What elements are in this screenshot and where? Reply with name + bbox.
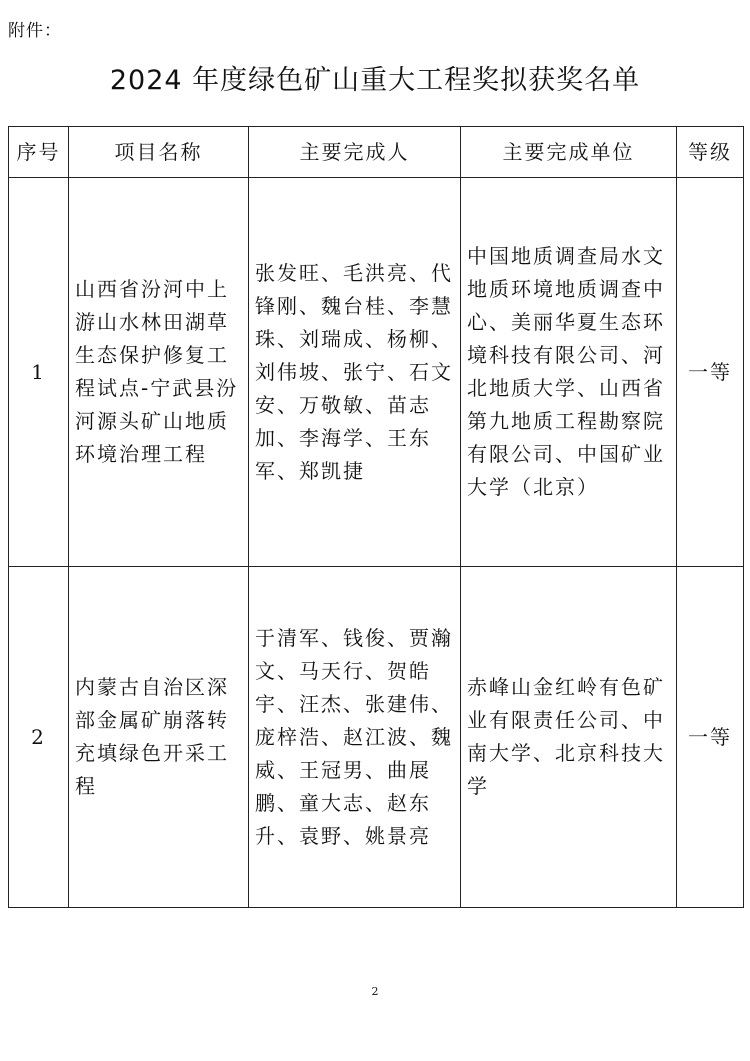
cell-persons: [249, 567, 461, 908]
main-persons: 于清军、钱俊、贾瀚文、马天行、贺皓宇、汪杰、张建伟、庞梓浩、赵江波、魏威、王冠男、曲展鹏、童大志、赵东升、袁野、姚景亮: [255, 625, 453, 848]
main-units: 赤峰山金红岭有色矿业有限责任公司、中南大学、北京科技大学: [467, 675, 665, 798]
document-title: 2024 年度绿色矿山重大工程奖拟获奖名单: [109, 65, 641, 96]
header-units: 主要完成单位: [461, 127, 677, 178]
header-project: 项目名称: [69, 127, 249, 178]
award-table: [8, 126, 744, 908]
main-units: 中国地质调查局水文地质环境地质调查中心、美丽华夏生态环境科技有限公司、河北地质大学、山西省第九地质工程勘察院有限公司、中国矿业大学（北京）: [467, 244, 665, 499]
table-header-row: [9, 127, 744, 178]
header-grade: 等级: [677, 127, 744, 178]
attachment-label: 附件：: [8, 21, 62, 41]
cell-units: [461, 178, 677, 567]
cell-grade: 一等: [677, 178, 744, 567]
cell-project: [69, 178, 249, 567]
cell-seq: 1: [9, 178, 69, 567]
cell-persons: [249, 178, 461, 567]
cell-grade: 一等: [677, 567, 744, 908]
page-number: 2: [371, 985, 379, 998]
main-persons: 张发旺、毛洪亮、代锋刚、魏台桂、李慧珠、刘瑞成、杨柳、刘伟坡、张宁、石文安、万敬敏、苗志加、李海学、王东军、郑凯捷: [255, 260, 453, 483]
project-name: 山西省汾河中上游山水林田湖草生态保护修复工程试点-宁武县汾河源头矿山地质环境治理工程: [75, 277, 239, 466]
project-name: 内蒙古自治区深部金属矿崩落转充填绿色开采工程: [75, 675, 229, 798]
cell-units: [461, 567, 677, 908]
header-seq: 序号: [9, 127, 69, 178]
cell-project: [69, 567, 249, 908]
table-row: [9, 178, 744, 567]
table-row: [9, 567, 744, 908]
cell-seq: 2: [9, 567, 69, 908]
header-persons: 主要完成人: [249, 127, 461, 178]
